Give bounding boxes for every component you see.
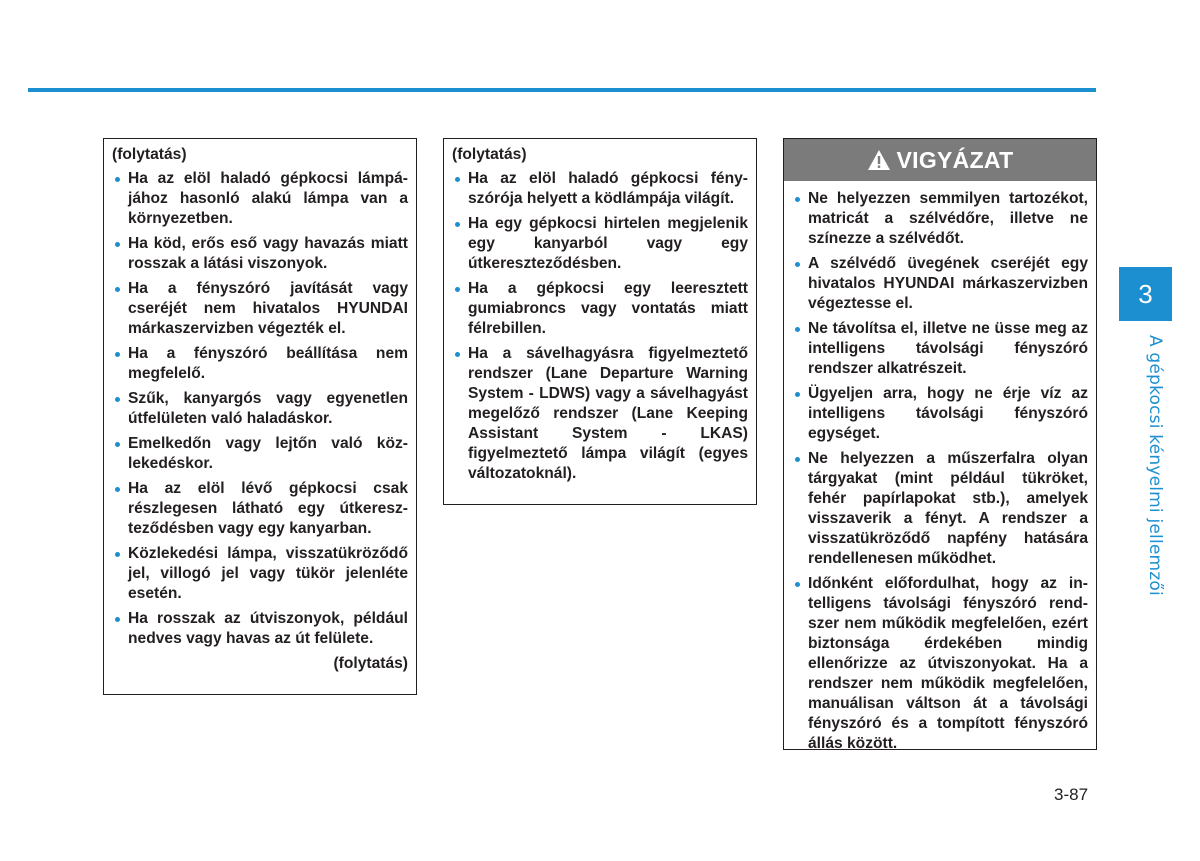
list-item: Közlekedési lámpa, visszatükröződő jel, villogó jel vagy tükör jelenléte esetén. xyxy=(112,544,408,604)
list-item: Ne távolítsa el, illetve ne üsse meg az intelligens távolsági fényszóró rendszer alkatrészeit. xyxy=(792,319,1088,379)
list-item: Ha a fényszóró javítását vagy cseréjét nem hivatalos HYUNDAI márkaszervizben végezték el. xyxy=(112,279,408,339)
list-item: Ha a fényszóró beállítása nem megfelelő. xyxy=(112,344,408,384)
list-item: Ha az elöl lévő gépkocsi csak részlegesen látható egy útkereszteződésben vagy egy kanyarban. xyxy=(112,479,408,539)
list-item: Ha egy gépkocsi hirtelen megjelenik egy kanyarból vagy egy útkereszteződésben. xyxy=(452,214,748,274)
continued-list-box-2 xyxy=(443,138,757,505)
list-item: Ha a sávelhagyásra figyelmeztető rendszer (Lane Departure Warning System - LDWS) vagy a sávelhagyást megelőző rendszer (Lane Keeping Assistant System - LKAS) figyelmeztető lámpa világít (egyes változatoknál). xyxy=(452,344,748,484)
list-item: Szűk, kanyargós vagy egyenetlen útfelületen való haladáskor. xyxy=(112,389,408,429)
continued-label-top: (folytatás) xyxy=(452,146,527,163)
warning-list xyxy=(792,189,1088,754)
list-item: Emelkedőn vagy lejtőn való közlekedéskor. xyxy=(112,434,408,474)
continued-label-bottom: (folytatás) xyxy=(333,655,408,672)
chapter-number-tab: 3 xyxy=(1119,267,1172,321)
list-item: Ha az elöl haladó gépkocsi lámpájához hasonló alakú lámpa van a környezetben. xyxy=(112,169,408,229)
warning-header xyxy=(784,139,1096,181)
list-item: Ha a gépkocsi egy leeresztett gumiabroncs vagy vontatás miatt félrebillen. xyxy=(452,279,748,339)
header-rule xyxy=(28,88,1096,92)
condition-list xyxy=(112,169,408,649)
warning-box xyxy=(783,138,1097,750)
list-item: A szélvédő üvegének cseréjét egy hivatalos HYUNDAI márkaszervizben végeztesse el. xyxy=(792,254,1088,314)
list-item: Ne helyezzen semmilyen tartozékot, matricát a szélvédőre, illetve ne színezze a szélvédőt. xyxy=(792,189,1088,249)
warning-triangle-icon xyxy=(867,149,891,171)
list-item: Ügyeljen arra, hogy ne érje víz az intelligens távolsági fényszóró egységet. xyxy=(792,384,1088,444)
list-item: Ha köd, erős eső vagy havazás miatt rosszak a látási viszonyok. xyxy=(112,234,408,274)
chapter-title: A gépkocsi kényelmi jellemzői xyxy=(1145,335,1165,596)
list-item: Ne helyezzen a műszerfalra olyan tárgyakat (mint például tükröket, fehér papírlapokat stb.), amelyek visszaverik a fényt. A rendszer a visszatükröződő napfény hatására rendellenesen működhet. xyxy=(792,449,1088,569)
list-item: Időnként előfordulhat, hogy az intelligens távolsági fényszóró rendszer nem működik megfelelően, ezért biztonsága érdekében mindig ellenőrizze az útviszonyokat. Ha a rendszer nem működik megfelelően, manuálisan váltson át a távolsági fényszóró és a tompított fényszóró állás között. xyxy=(792,574,1088,754)
list-item: Ha rosszak az útviszonyok, például nedves vagy havas az út felülete. xyxy=(112,609,408,649)
continued-label-top: (folytatás) xyxy=(112,146,187,163)
warning-title: VIGYÁZAT xyxy=(896,147,1014,173)
condition-list xyxy=(452,169,748,484)
continued-list-box-1 xyxy=(103,138,417,695)
list-item: Ha az elöl haladó gépkocsi fényszórója helyett a ködlámpája világít. xyxy=(452,169,748,209)
page-number: 3-87 xyxy=(1054,785,1089,804)
